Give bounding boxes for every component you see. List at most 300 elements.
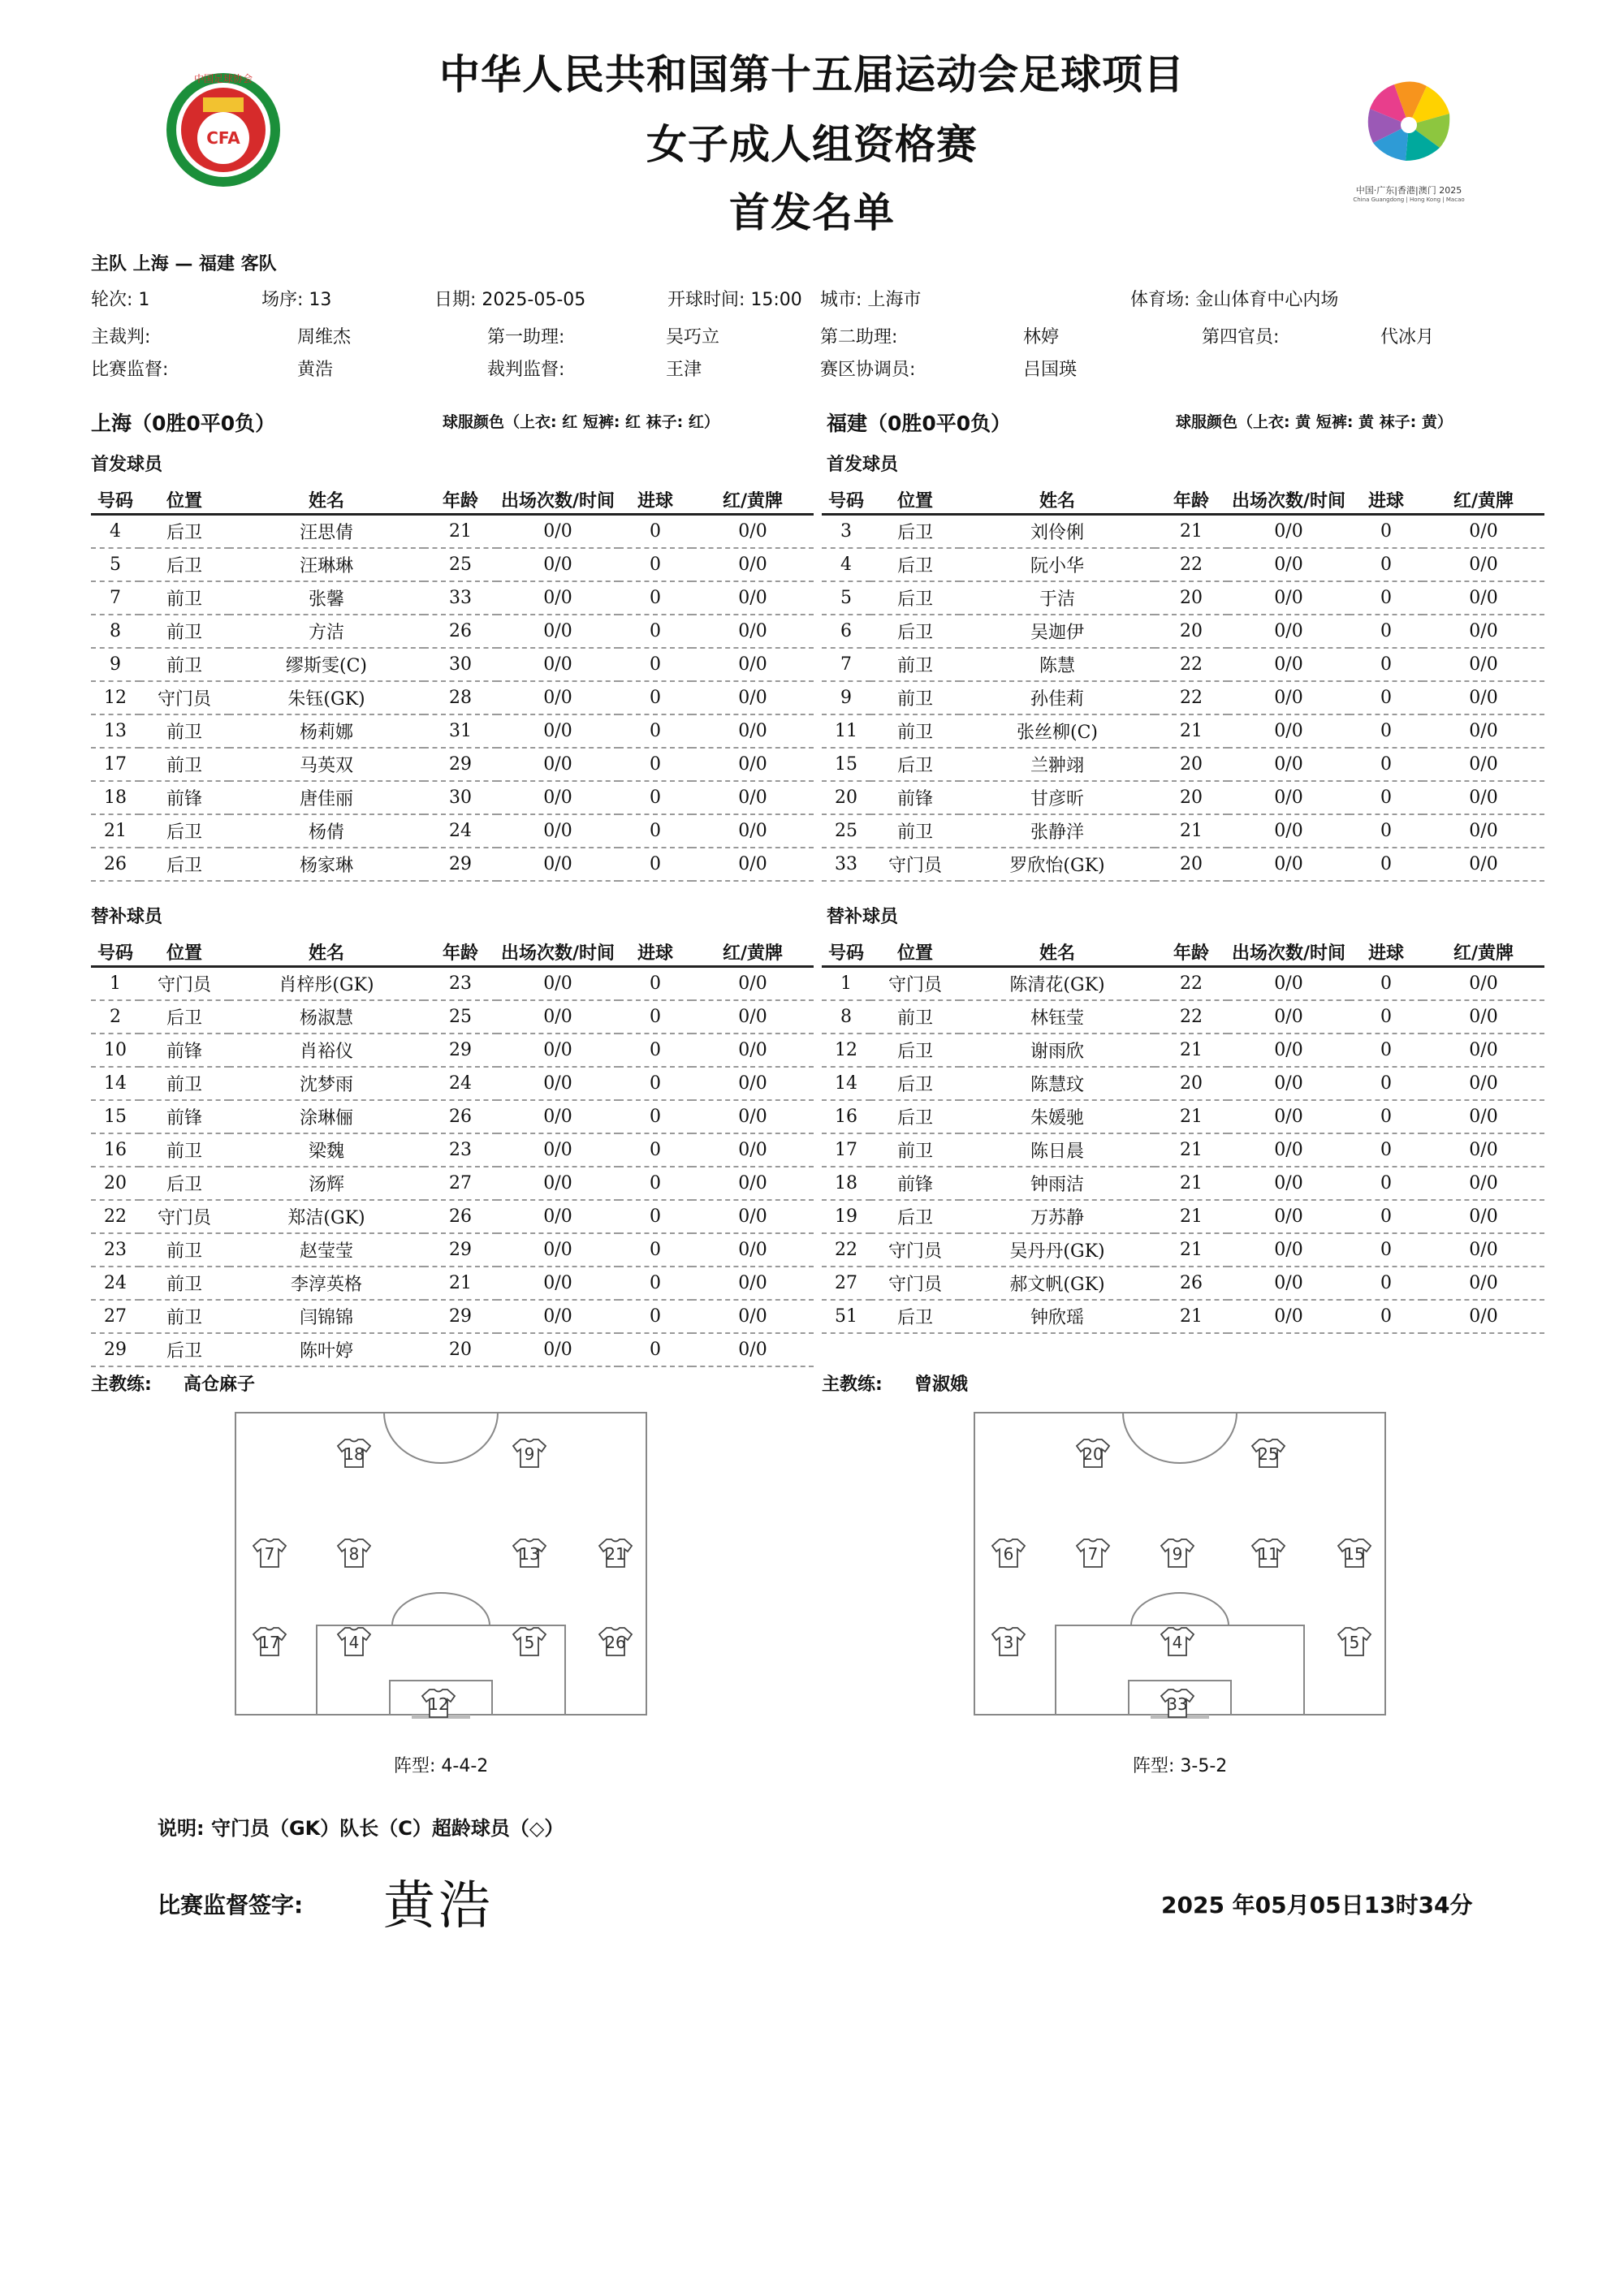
player-jersey-icon <box>1252 1439 1285 1467</box>
player-number: 3 <box>1003 1633 1014 1652</box>
cell-age: 23 <box>424 967 497 1001</box>
table-row <box>822 848 1544 881</box>
table-row <box>822 648 1544 681</box>
cell-position: 前卫 <box>870 648 960 681</box>
table-row <box>822 515 1544 549</box>
cell-goals: 0 <box>1350 1100 1423 1133</box>
cell-position: 后卫 <box>140 1333 229 1366</box>
player-jersey-icon <box>338 1539 370 1567</box>
cell-number: 33 <box>822 848 870 881</box>
cell-cards: 0/0 <box>692 1200 814 1233</box>
cell-goals: 0 <box>619 1167 692 1200</box>
cell-cards: 0/0 <box>692 615 814 648</box>
player-jersey-icon <box>992 1539 1025 1567</box>
cell-appearances: 0/0 <box>1228 1034 1350 1067</box>
cell-appearances: 0/0 <box>497 848 619 881</box>
cell-name: 刘伶俐 <box>960 515 1155 549</box>
cell-position: 前卫 <box>140 1067 229 1100</box>
cell-name: 甘彦昕 <box>960 781 1155 814</box>
cell-goals: 0 <box>1350 848 1423 881</box>
cell-number: 1 <box>822 967 870 1001</box>
player-jersey-icon <box>1077 1539 1109 1567</box>
cell-appearances: 0/0 <box>1228 967 1350 1001</box>
cell-appearances: 0/0 <box>497 1133 619 1167</box>
col-goals: 进球 <box>1350 486 1423 515</box>
cell-cards: 0/0 <box>1423 548 1544 581</box>
ref-assessor-label: 裁判监督: <box>487 360 565 380</box>
cell-cards: 0/0 <box>1423 748 1544 781</box>
cell-name: 孙佳莉 <box>960 681 1155 714</box>
cell-cards: 0/0 <box>1423 515 1544 549</box>
cell-goals: 0 <box>1350 1067 1423 1100</box>
player-number: 5 <box>524 1633 535 1652</box>
cell-number: 20 <box>822 781 870 814</box>
cell-position: 后卫 <box>140 515 229 549</box>
home-subs-table <box>91 938 814 1367</box>
cell-position: 前卫 <box>140 748 229 781</box>
cell-goals: 0 <box>1350 781 1423 814</box>
player-jersey-icon <box>1338 1628 1371 1655</box>
cell-name: 唐佳丽 <box>229 781 424 814</box>
player-jersey-icon <box>1338 1539 1371 1567</box>
cell-appearances: 0/0 <box>497 681 619 714</box>
cell-cards: 0/0 <box>1423 814 1544 848</box>
cell-name: 兰翀翊 <box>960 748 1155 781</box>
cell-name: 李淳英格 <box>229 1267 424 1300</box>
cell-number: 2 <box>91 1000 140 1034</box>
away-subs-table <box>822 938 1544 1334</box>
national-games-emblem-icon <box>1348 75 1470 180</box>
col-position: 位置 <box>870 486 960 515</box>
table-row <box>91 615 814 648</box>
cell-name: 张丝柳(C) <box>960 714 1155 748</box>
cell-appearances: 0/0 <box>497 1000 619 1034</box>
cell-cards: 0/0 <box>692 1000 814 1034</box>
cell-goals: 0 <box>1350 1000 1423 1034</box>
cell-age: 28 <box>424 681 497 714</box>
cell-name: 钟欣瑶 <box>960 1300 1155 1333</box>
player-jersey-icon <box>338 1628 370 1655</box>
cell-cards: 0/0 <box>692 748 814 781</box>
cell-goals: 0 <box>619 581 692 615</box>
table-row <box>91 848 814 881</box>
cell-number: 23 <box>91 1233 140 1267</box>
table-row <box>91 1300 814 1333</box>
table-row <box>91 814 814 848</box>
cell-appearances: 0/0 <box>497 1067 619 1100</box>
cell-age: 29 <box>424 1300 497 1333</box>
cell-age: 21 <box>1155 1233 1228 1267</box>
referee-label: 主裁判: <box>91 327 151 347</box>
cell-number: 6 <box>822 615 870 648</box>
table-row <box>91 1000 814 1034</box>
table-row <box>822 814 1544 848</box>
cell-position: 守门员 <box>870 848 960 881</box>
cell-cards: 0/0 <box>692 781 814 814</box>
cell-appearances: 0/0 <box>497 1100 619 1133</box>
cell-appearances: 0/0 <box>497 615 619 648</box>
cell-number: 1 <box>91 967 140 1001</box>
player-jersey-icon <box>513 1628 546 1655</box>
cell-name: 梁魏 <box>229 1133 424 1167</box>
coordinator-label: 赛区协调员: <box>820 360 916 380</box>
cell-cards: 0/0 <box>692 1167 814 1200</box>
cell-age: 21 <box>1155 1100 1228 1133</box>
ar2: 林婷 <box>1023 327 1060 347</box>
cell-position: 前卫 <box>140 615 229 648</box>
player-number: 21 <box>605 1544 626 1564</box>
cell-appearances: 0/0 <box>497 648 619 681</box>
player-jersey-icon <box>422 1690 455 1717</box>
cell-age: 26 <box>424 1100 497 1133</box>
cell-appearances: 0/0 <box>1228 848 1350 881</box>
cell-cards: 0/0 <box>692 548 814 581</box>
cell-cards: 0/0 <box>692 581 814 615</box>
cell-goals: 0 <box>619 1200 692 1233</box>
cell-age: 22 <box>1155 1000 1228 1034</box>
cell-name: 于洁 <box>960 581 1155 615</box>
cell-age: 29 <box>424 1233 497 1267</box>
cell-cards: 0/0 <box>1423 1034 1544 1067</box>
cell-number: 15 <box>91 1100 140 1133</box>
cell-number: 10 <box>91 1034 140 1067</box>
games-logo <box>1348 75 1470 203</box>
col-cards: 红/黄牌 <box>692 938 814 967</box>
cell-age: 30 <box>424 648 497 681</box>
table-row <box>91 748 814 781</box>
player-jersey-icon <box>253 1539 286 1567</box>
cell-position: 前卫 <box>870 814 960 848</box>
table-header-row <box>822 486 1544 515</box>
table-row <box>822 967 1544 1001</box>
cell-cards: 0/0 <box>692 848 814 881</box>
table-header-row <box>822 938 1544 967</box>
table-row <box>822 681 1544 714</box>
cell-goals: 0 <box>619 1233 692 1267</box>
legend-note: 说明: 守门员（GK）队长（C）超龄球员（◇） <box>158 1817 564 1840</box>
player-jersey-icon <box>513 1439 546 1467</box>
cell-appearances: 0/0 <box>497 548 619 581</box>
cell-number: 5 <box>91 548 140 581</box>
col-number: 号码 <box>822 486 870 515</box>
cell-position: 前锋 <box>140 1100 229 1133</box>
cell-number: 8 <box>91 615 140 648</box>
cell-goals: 0 <box>1350 1300 1423 1333</box>
cell-number: 29 <box>91 1333 140 1366</box>
cell-position: 后卫 <box>140 1000 229 1034</box>
col-appearances: 出场次数/时间 <box>497 938 619 967</box>
home-coach-label: 主教练: <box>91 1375 152 1395</box>
table-row <box>822 714 1544 748</box>
cell-goals: 0 <box>1350 1167 1423 1200</box>
cell-number: 4 <box>91 515 140 549</box>
games-logo-caption: 中国·广东|香港|澳门 2025 <box>1355 185 1462 196</box>
cell-cards: 0/0 <box>1423 1267 1544 1300</box>
cell-position: 守门员 <box>140 1200 229 1233</box>
cell-name: 陈慧玟 <box>960 1067 1155 1100</box>
center-circle <box>384 1413 498 1463</box>
player-number: 20 <box>1082 1444 1104 1464</box>
cell-appearances: 0/0 <box>497 1200 619 1233</box>
cell-number: 21 <box>91 814 140 848</box>
player-jersey-icon <box>992 1628 1025 1655</box>
cell-age: 24 <box>424 814 497 848</box>
cell-appearances: 0/0 <box>497 1034 619 1067</box>
cell-age: 29 <box>424 848 497 881</box>
cell-cards: 0/0 <box>692 714 814 748</box>
player-jersey-icon <box>338 1439 370 1467</box>
table-row <box>91 1200 814 1233</box>
cell-number: 7 <box>822 648 870 681</box>
player-number: 6 <box>1003 1544 1014 1564</box>
player-number: 9 <box>524 1444 535 1464</box>
cell-age: 20 <box>424 1333 497 1366</box>
cell-position: 后卫 <box>140 548 229 581</box>
cell-number: 11 <box>822 714 870 748</box>
player-number: 33 <box>1167 1694 1188 1714</box>
cell-number: 8 <box>822 1000 870 1034</box>
cell-goals: 0 <box>619 848 692 881</box>
cell-position: 后卫 <box>870 1067 960 1100</box>
table-row <box>91 1034 814 1067</box>
cell-name: 钟雨洁 <box>960 1167 1155 1200</box>
cell-goals: 0 <box>619 615 692 648</box>
cell-cards: 0/0 <box>692 1100 814 1133</box>
cell-number: 12 <box>91 681 140 714</box>
cell-goals: 0 <box>1350 1133 1423 1167</box>
cell-position: 后卫 <box>870 515 960 549</box>
match-no: 场序: 13 <box>261 290 332 310</box>
games-logo-caption-en: China Guangdong | Hong Kong | Macao <box>1353 196 1465 203</box>
table-row <box>91 781 814 814</box>
cell-position: 后卫 <box>140 848 229 881</box>
cell-appearances: 0/0 <box>1228 1200 1350 1233</box>
cell-age: 30 <box>424 781 497 814</box>
cell-cards: 0/0 <box>1423 648 1544 681</box>
cell-goals: 0 <box>619 681 692 714</box>
cell-goals: 0 <box>1350 1034 1423 1067</box>
cell-name: 张馨 <box>229 581 424 615</box>
table-row <box>91 1100 814 1133</box>
table-row <box>822 1300 1544 1333</box>
away-team-name: 福建（0胜0平0负） <box>827 412 1012 435</box>
cell-number: 4 <box>822 548 870 581</box>
cell-cards: 0/0 <box>692 1133 814 1167</box>
table-header-row <box>91 938 814 967</box>
cell-position: 守门员 <box>140 967 229 1001</box>
cell-appearances: 0/0 <box>1228 781 1350 814</box>
cell-number: 18 <box>91 781 140 814</box>
cell-age: 21 <box>1155 714 1228 748</box>
cell-position: 后卫 <box>140 1167 229 1200</box>
cell-age: 20 <box>1155 1067 1228 1100</box>
cell-age: 23 <box>424 1133 497 1167</box>
cell-goals: 0 <box>619 1000 692 1034</box>
cell-name: 朱钰(GK) <box>229 681 424 714</box>
home-formation-pitch <box>234 1411 648 1720</box>
player-jersey-icon <box>599 1628 632 1655</box>
cell-goals: 0 <box>1350 581 1423 615</box>
cell-name: 陈清花(GK) <box>960 967 1155 1001</box>
cell-position: 后卫 <box>870 1200 960 1233</box>
cell-appearances: 0/0 <box>1228 581 1350 615</box>
col-appearances: 出场次数/时间 <box>1228 486 1350 515</box>
player-number: 8 <box>348 1544 360 1564</box>
cell-position: 前卫 <box>140 581 229 615</box>
table-row <box>822 615 1544 648</box>
page-title-1: 中华人民共和国第十五届运动会足球项目 <box>439 51 1185 98</box>
cell-position: 前卫 <box>140 1133 229 1167</box>
cell-appearances: 0/0 <box>1228 681 1350 714</box>
cell-age: 21 <box>424 1267 497 1300</box>
table-row <box>91 581 814 615</box>
pitch-markings <box>235 1413 646 1719</box>
cell-appearances: 0/0 <box>1228 1000 1350 1034</box>
cell-appearances: 0/0 <box>1228 648 1350 681</box>
table-row <box>91 1167 814 1200</box>
col-appearances: 出场次数/时间 <box>497 486 619 515</box>
cell-name: 杨家琳 <box>229 848 424 881</box>
col-cards: 红/黄牌 <box>692 486 814 515</box>
table-row <box>91 548 814 581</box>
round: 轮次: 1 <box>91 290 150 310</box>
cell-goals: 0 <box>619 648 692 681</box>
ar1: 吴巧立 <box>666 327 720 347</box>
cell-name: 阮小华 <box>960 548 1155 581</box>
cell-appearances: 0/0 <box>497 967 619 1001</box>
cell-goals: 0 <box>619 967 692 1001</box>
cell-age: 21 <box>424 515 497 549</box>
cell-cards: 0/0 <box>1423 615 1544 648</box>
cell-appearances: 0/0 <box>1228 1167 1350 1200</box>
cell-name: 罗欣怡(GK) <box>960 848 1155 881</box>
player-jersey-icon <box>513 1539 546 1567</box>
cell-number: 27 <box>822 1267 870 1300</box>
player-number: 4 <box>1172 1633 1183 1652</box>
cell-number: 16 <box>822 1100 870 1133</box>
home-subs-label: 替补球员 <box>91 907 163 927</box>
cell-cards: 0/0 <box>692 1300 814 1333</box>
col-goals: 进球 <box>619 938 692 967</box>
cell-goals: 0 <box>619 1100 692 1133</box>
cell-age: 27 <box>424 1167 497 1200</box>
cell-name: 肖裕仪 <box>229 1034 424 1067</box>
cell-number: 19 <box>822 1200 870 1233</box>
cell-number: 14 <box>822 1067 870 1100</box>
cell-name: 涂琳俪 <box>229 1100 424 1133</box>
cell-cards: 0/0 <box>1423 1133 1544 1167</box>
cell-name: 郑洁(GK) <box>229 1200 424 1233</box>
cell-age: 25 <box>424 1000 497 1034</box>
player-number: 18 <box>343 1444 365 1464</box>
cell-cards: 0/0 <box>1423 1100 1544 1133</box>
col-age: 年龄 <box>1155 938 1228 967</box>
cell-position: 前卫 <box>870 1000 960 1034</box>
cell-name: 陈慧 <box>960 648 1155 681</box>
page-title-3: 首发名单 <box>729 189 895 236</box>
cell-goals: 0 <box>1350 648 1423 681</box>
cell-appearances: 0/0 <box>1228 1133 1350 1167</box>
player-jersey-icon <box>1161 1690 1194 1717</box>
player-jersey-icon <box>253 1628 286 1655</box>
away-subs-label: 替补球员 <box>827 907 899 927</box>
table-row <box>822 1100 1544 1133</box>
table-header-row <box>91 486 814 515</box>
penalty-arc <box>1131 1593 1229 1625</box>
away-kit-colors: 球服颜色（上衣: 黄 短裤: 黄 袜子: 黄） <box>1176 413 1453 431</box>
cell-number: 14 <box>91 1067 140 1100</box>
cell-name: 万苏静 <box>960 1200 1155 1233</box>
commissioner-label: 比赛监督: <box>91 360 169 380</box>
cell-name: 沈梦雨 <box>229 1067 424 1100</box>
cell-name: 吴迦伊 <box>960 615 1155 648</box>
cell-age: 20 <box>1155 748 1228 781</box>
cell-number: 25 <box>822 814 870 848</box>
penalty-arc <box>392 1593 490 1625</box>
cell-age: 22 <box>1155 648 1228 681</box>
table-row <box>822 1200 1544 1233</box>
match-date: 日期: 2025-05-05 <box>434 290 586 310</box>
table-row <box>91 648 814 681</box>
home-kit-colors: 球服颜色（上衣: 红 短裤: 红 袜子: 红） <box>443 413 719 431</box>
col-appearances: 出场次数/时间 <box>1228 938 1350 967</box>
cell-position: 守门员 <box>140 681 229 714</box>
stadium: 体育场: 金山体育中心内场 <box>1130 290 1339 310</box>
away-starters-table <box>822 486 1544 882</box>
player-jersey-icon <box>1161 1539 1194 1567</box>
cell-cards: 0/0 <box>1423 1233 1544 1267</box>
cell-number: 16 <box>91 1133 140 1167</box>
cell-name: 林钰莹 <box>960 1000 1155 1034</box>
cell-position: 前锋 <box>870 781 960 814</box>
table-row <box>822 548 1544 581</box>
cell-cards: 0/0 <box>1423 581 1544 615</box>
cell-goals: 0 <box>1350 515 1423 549</box>
cell-position: 后卫 <box>870 581 960 615</box>
cell-appearances: 0/0 <box>497 1167 619 1200</box>
table-row <box>822 581 1544 615</box>
cell-number: 22 <box>91 1200 140 1233</box>
cell-age: 22 <box>1155 967 1228 1001</box>
cell-name: 肖梓彤(GK) <box>229 967 424 1001</box>
cell-age: 33 <box>424 581 497 615</box>
cell-name: 方洁 <box>229 615 424 648</box>
cell-appearances: 0/0 <box>1228 548 1350 581</box>
cell-number: 5 <box>822 581 870 615</box>
col-number: 号码 <box>91 486 140 515</box>
home-starters-table <box>91 486 814 882</box>
cell-goals: 0 <box>619 1267 692 1300</box>
cell-age: 24 <box>424 1067 497 1100</box>
player-number: 12 <box>428 1694 449 1714</box>
table-row <box>822 781 1544 814</box>
cell-number: 51 <box>822 1300 870 1333</box>
cell-age: 21 <box>1155 1167 1228 1200</box>
signature-label: 比赛监督签字: <box>158 1892 304 1918</box>
cell-number: 26 <box>91 848 140 881</box>
table-row <box>822 1000 1544 1034</box>
cell-number: 15 <box>822 748 870 781</box>
cell-age: 26 <box>424 1200 497 1233</box>
cell-goals: 0 <box>1350 548 1423 581</box>
ar2-label: 第二助理: <box>820 327 898 347</box>
cell-appearances: 0/0 <box>1228 814 1350 848</box>
cell-goals: 0 <box>619 1133 692 1167</box>
player-number: 15 <box>1344 1544 1365 1564</box>
col-age: 年龄 <box>424 938 497 967</box>
cell-goals: 0 <box>619 714 692 748</box>
col-name: 姓名 <box>229 938 424 967</box>
